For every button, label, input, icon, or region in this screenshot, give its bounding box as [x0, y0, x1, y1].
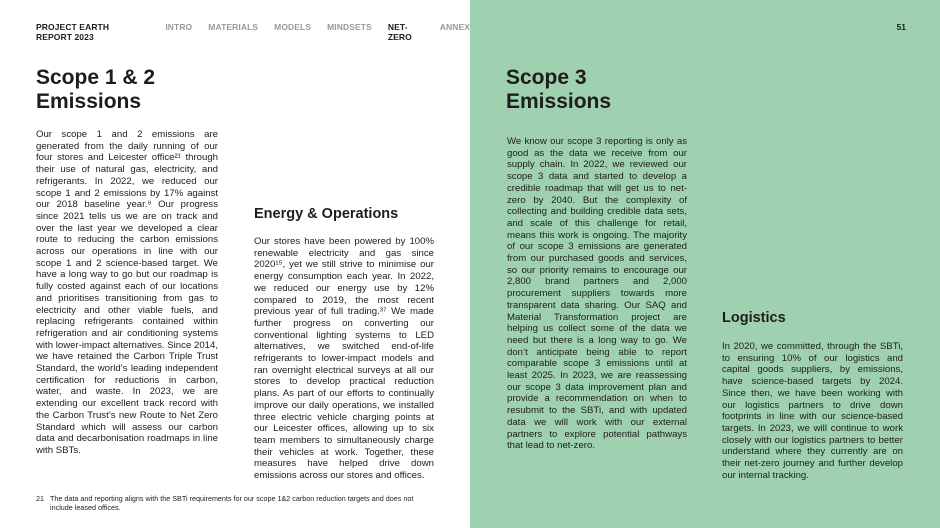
scope-3-body: We know our scope 3 reporting is only as good as the data we receive from our supply chain. In 2022, we reviewed our scope 3 data and started to develop a credible roadmap that will get us to net-zero by 2040. But the complexity of collecting and building credible data sets, and scale of this challenge for retail, means this work is ongoing. The majority of our scope 3 emissions are generated from our purchased goods and services, so our priority remains to encourage our 2,800 brand partners and 2,000 procurement suppliers towards more transparent data sharing. Our SAQ and Material Transformation project are helping us collect some of the data we need but there is a long way to go. We don’t anticipate being able to report comparable scope 3 emissions until at least 2025. In 2023, we are reassessing our scope 3 data improvement plan and provide a recommendation on when to resubmit to the SBTi, and with updated data we will work with our external partners to explore potential pathways that lead to net-zero. [507, 136, 687, 452]
scope-1-2-heading-line1: Scope 1 & 2 [36, 66, 156, 89]
nav-mindsets[interactable]: MINDSETS [327, 22, 372, 32]
nav-intro[interactable]: INTRO [165, 22, 193, 32]
nav-models[interactable]: MODELS [274, 22, 312, 32]
logistics-heading: Logistics [722, 310, 786, 326]
scope-1-2-heading-line2: Emissions [36, 90, 142, 113]
scope-3-heading [506, 66, 706, 114]
footnote-number: 21 [36, 494, 44, 503]
report-title: PROJECT EARTH REPORT 2023 [36, 22, 110, 42]
nav-materials[interactable]: MATERIALS [208, 22, 259, 32]
footnote [36, 494, 436, 512]
energy-operations-heading: Energy & Operations [254, 206, 399, 222]
scope-1-2-heading [36, 66, 236, 114]
scope-1-2-body: Our scope 1 and 2 emissions are generated from the daily running of our four stores and Leicester office²¹ through their use of natural gas, electricity, and refrigerants. In 2022, we reduced our scope 1 and 2 emissions by 17% against our 2018 baseline year.⁸ Our progress since 2021 tells us we are on track and over the last year we developed a clear route to reducing the carbon emissions across our operations in line with our scope 1 and 2 science-based target. We have a long way to go but our roadmap is fully costed against each of our locations and prioritises transitioning from gas to electricity and other viable fuels, and replacing refrigerants contained within refrigeration and air conditioning systems with lower-impact alternatives. Since 2014, we have retained the Carbon Triple Trust Standard, the world’s leading independent certification for reductions in carbon, water, and waste. In 2023, we are extending our excellent track record with the Carbon Trust’s new Route to Net Zero Standard which will assess our carbon data and decarbonisation roadmaps in line with SBTs. [36, 129, 218, 456]
nav-annex[interactable]: ANNEX [439, 22, 470, 32]
page-number: 51 [896, 22, 906, 32]
scope-3-heading-line2: Emissions [506, 90, 612, 113]
top-navigation [36, 22, 470, 42]
footnote-text: The data and reporting aligns with the SBTi requirements for our scope 1&2 carbon reduction targets and does not include leased offices. [50, 494, 414, 512]
logistics-body: In 2020, we committed, through the SBTi, to ensuring 10% of our logistics and capital goods suppliers, by emissions, have science-based targets by 2024. Since then, we have been working with our logistics partners to drive down footprints in line with our science-based targets. In 2023, we will continue to work closely with our logistics partners to better understand where they currently are on their net-zero journey and further develop our internal tracking. [722, 341, 903, 481]
scope-3-heading-line1: Scope 3 [506, 66, 587, 89]
nav-net-zero[interactable]: NET-ZERO [387, 22, 412, 42]
energy-operations-body: Our stores have been powered by 100% renewable electricity and gas since 2020¹⁵, yet we still strive to minimise our energy consumption each year. In 2022, we reduced our energy use by 12% compared to 2019, the most recent previous year of full trading.³⁷ We made further progress on converting our conventional lighting systems to LED alternatives, we switched end-of-life refrigerants to lower-impact models and ran overnight electrical surveys at all our stores to develop practical reduction plans. As part of our efforts to continually improve our daily operations, we installed three electric vehicle charging points at our Leicester offices, allowing up to six team members to simultaneously charge their vehicles at work. Together, these measures have helped drive down emissions across our stores and offices. [254, 236, 434, 482]
